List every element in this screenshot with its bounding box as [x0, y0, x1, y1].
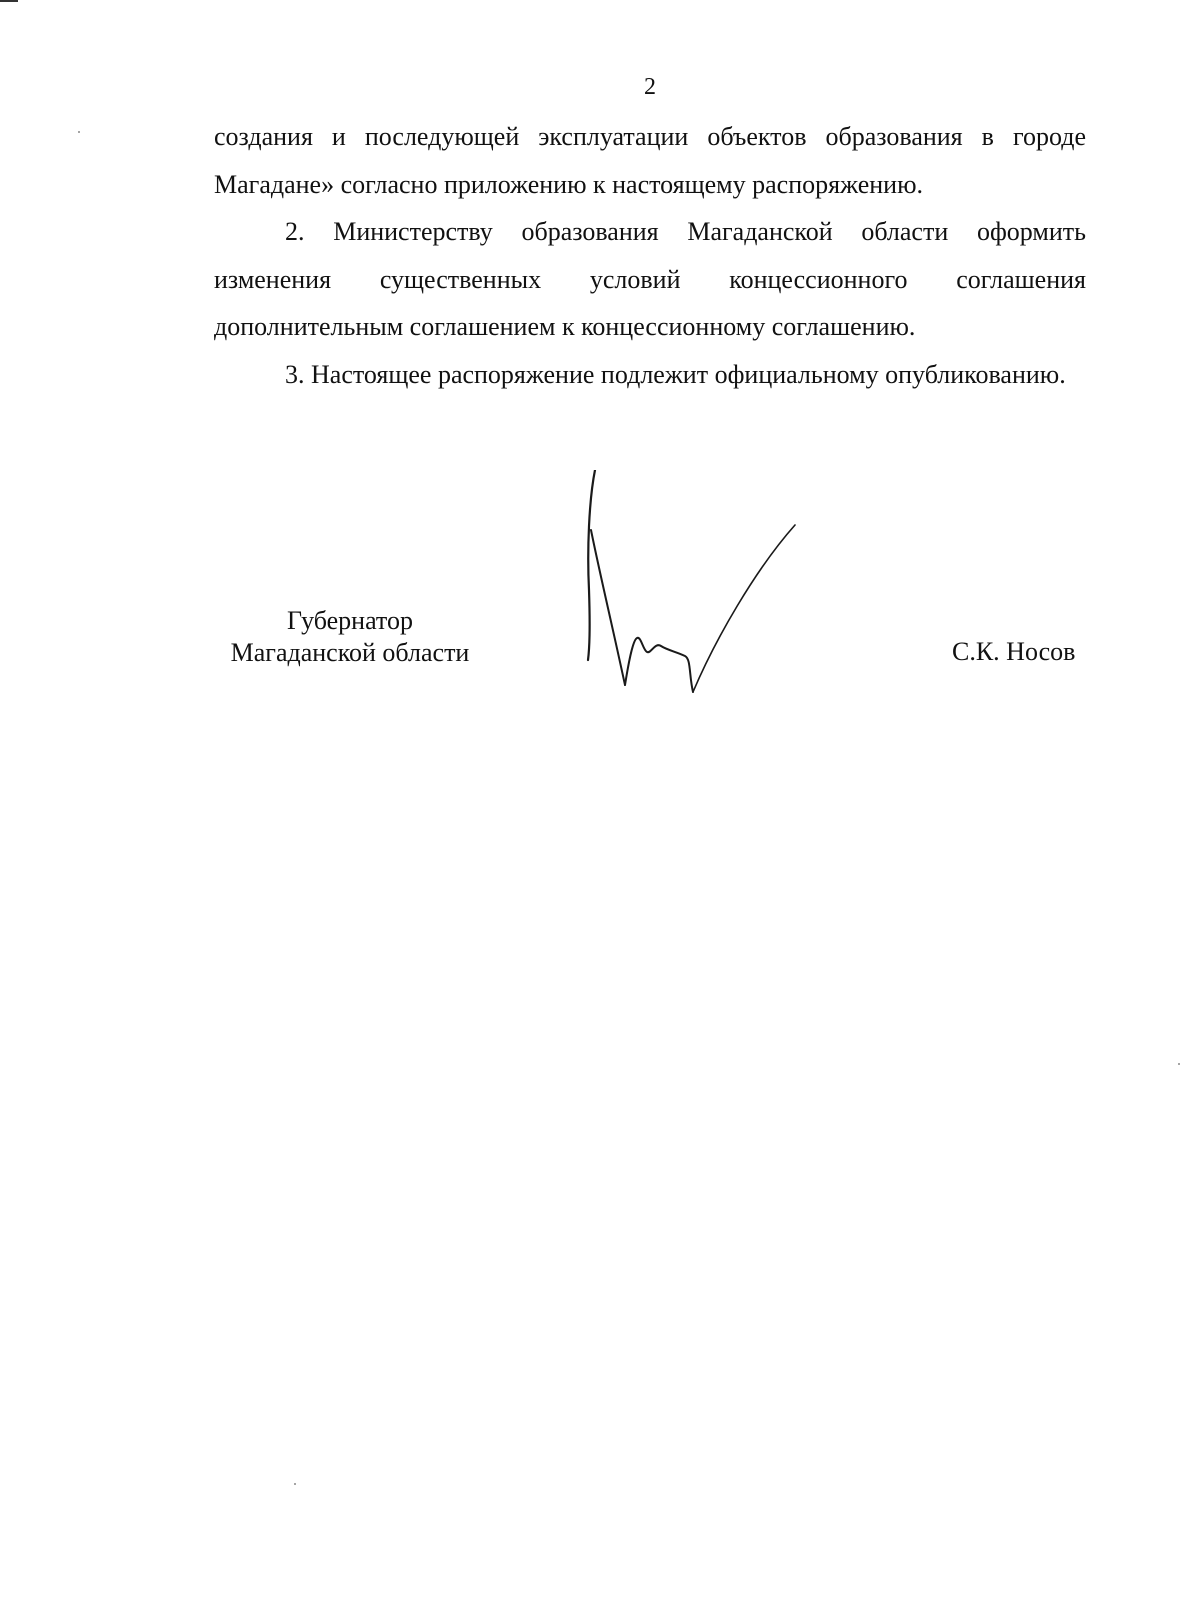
paragraph-continuation: создания и последующей эксплуатации объектов образования в городе Магадане» согласно приложению к настоящему распоряжению.: [214, 122, 1086, 199]
signatory-name: С.К. Носов: [952, 637, 1076, 666]
document-body: [214, 113, 1086, 398]
handwritten-signature: [585, 470, 825, 720]
scan-speck: [294, 1483, 296, 1485]
scan-edge-mark: [0, 0, 18, 2]
scan-speck: [78, 131, 80, 133]
paragraph-item-2: 2. Министерству образования Магаданской области оформить изменения существенных условий концессионного соглашения дополнительным соглашением к концессионному соглашению.: [214, 217, 1086, 341]
page-number: 2: [644, 74, 656, 100]
scan-speck: [1178, 1063, 1180, 1065]
signatory-title-line2: Магаданской области: [230, 638, 470, 667]
signatory-title-line1: Губернатор: [287, 606, 413, 635]
signatory-title: [200, 605, 500, 669]
paragraph-item-3: 3. Настоящее распоряжение подлежит официальному опубликованию.: [285, 359, 1066, 389]
